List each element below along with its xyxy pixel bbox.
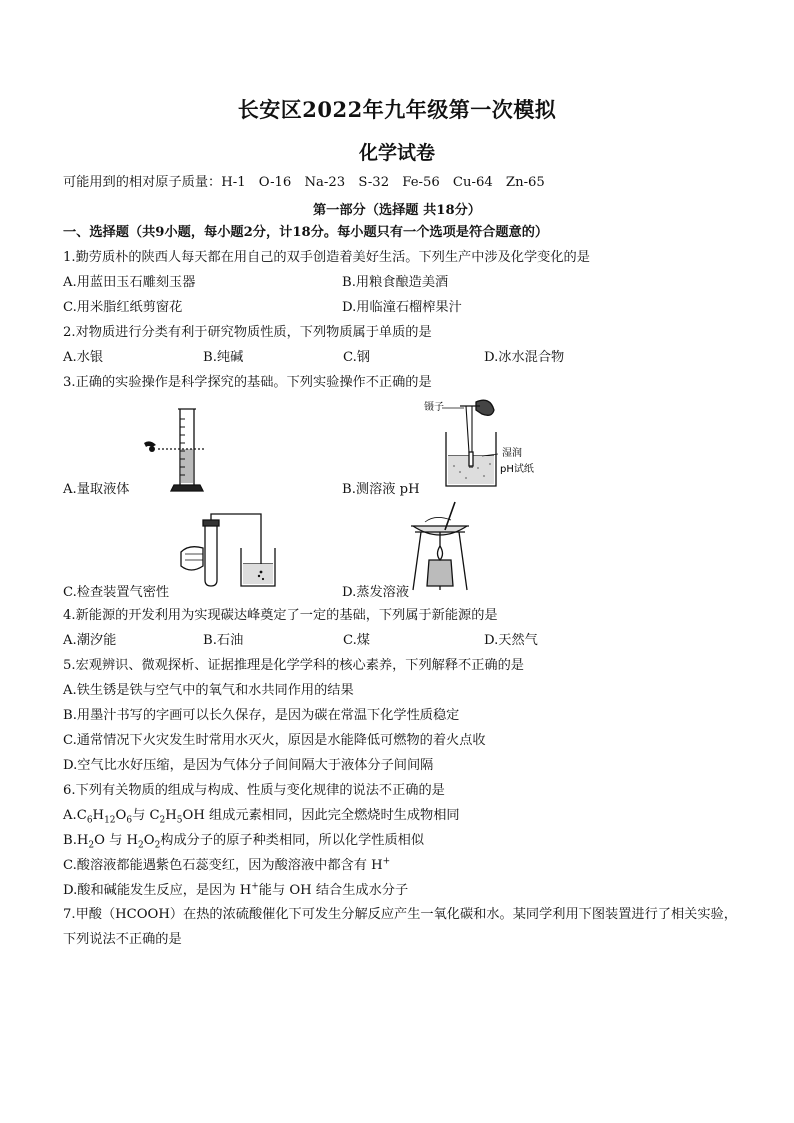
moist-label: 湿润 bbox=[502, 448, 522, 459]
q1-option-d: D.用临潼石榴榨果汁 bbox=[342, 300, 462, 315]
ph-paper-label: pH试纸 bbox=[500, 464, 534, 475]
q2-option-a: A.水银 bbox=[63, 350, 104, 365]
q4-option-d: D.天然气 bbox=[484, 633, 538, 648]
q6-stem: 6.下列有关物质的组成与构成、性质与变化规律的说法不正确的是 bbox=[63, 783, 445, 798]
q6-option-c: C.酸溶液都能遇紫色石蕊变红，因为酸溶液中都含有 H+ bbox=[63, 856, 391, 873]
q1-option-a: A.用蓝田玉石雕刻玉器 bbox=[63, 275, 196, 290]
q5-option-a: A.铁生锈是铁与空气中的氧气和水共同作用的结果 bbox=[63, 683, 354, 698]
q4-option-b: B.石油 bbox=[203, 633, 244, 648]
q6-option-d: D.酸和碱能发生反应，是因为 H+能与 OH 结合生成水分子 bbox=[63, 881, 409, 898]
exam-title: 长安区2022年九年级第一次模拟 bbox=[237, 97, 557, 122]
q4-stem: 4.新能源的开发利用为实现碳达峰奠定了一定的基础，下列属于新能源的是 bbox=[63, 608, 498, 623]
q1-stem: 1.勤劳质朴的陕西人每天都在用自己的双手创造着美好生活。下列生产中涉及化学变化的是 bbox=[63, 250, 590, 265]
airtightness-figure bbox=[175, 508, 285, 590]
exam-subtitle: 化学试卷 bbox=[358, 142, 435, 164]
q2-stem: 2.对物质进行分类有利于研究物质性质，下列物质属于单质的是 bbox=[63, 325, 432, 340]
q7-stem: 7.甲酸（HCOOH）在热的浓硫酸催化下可发生分解反应产生一氧化碳和水。某同学利用下图装置进行了相关实验，下列说法不正确的是 bbox=[63, 907, 737, 947]
q6-option-a: $A.C_6H_{12}O_6$与 $C_2H_5OH$ 组成元素相同，因此完全燃烧时生成物相同 bbox=[63, 808, 460, 826]
q2-option-d: D.冰水混合物 bbox=[484, 350, 565, 365]
evaporation-figure bbox=[405, 500, 475, 594]
q5-stem: 5.宏观辨识、微观探析、证据推理是化学学科的核心素养，下列解释不正确的是 bbox=[63, 658, 524, 673]
q2-option-c: C.钢 bbox=[343, 350, 370, 365]
atomic-masses: 可能用到的相对原子质量：H-1 O-16 Na-23 S-32 Fe-56 Cu-64 Zn-65 bbox=[63, 175, 545, 190]
q4-option-c: C.煤 bbox=[343, 633, 370, 648]
q1-option-c: C.用米脂红纸剪窗花 bbox=[63, 300, 183, 315]
q6-option-b: $B.H_2O$ 与 $H_2O_2$构成分子的原子种类相同，所以化学性质相似 bbox=[63, 833, 425, 851]
q3-option-c: C.检查装置气密性 bbox=[63, 585, 170, 600]
q3-option-a: A.量取液体 bbox=[63, 482, 130, 497]
part1-heading: 第一部分（选择题 共18分） bbox=[312, 203, 481, 218]
q3-stem: 3.正确的实验操作是科学探究的基础。下列实验操作不正确的是 bbox=[63, 375, 432, 390]
q1-option-b: B.用粮食酿造美酒 bbox=[342, 275, 449, 290]
q4-option-a: A.潮汐能 bbox=[63, 633, 117, 648]
q5-option-d: D.空气比水好压缩，是因为气体分子间间隔大于液体分子间间隔 bbox=[63, 758, 434, 773]
tweezers-label: 镊子 bbox=[424, 402, 444, 413]
section-heading: 一、选择题（共9小题，每小题2分，计18分。每小题只有一个选项是符合题意的） bbox=[63, 225, 549, 240]
graduated-cylinder-figure bbox=[140, 405, 220, 495]
q5-option-b: B.用墨汁书写的字画可以长久保存，是因为碳在常温下化学性质稳定 bbox=[63, 708, 460, 723]
q5-option-c: C.通常情况下火灾发生时常用水灭火，原因是水能降低可燃物的着火点收 bbox=[63, 733, 486, 748]
ph-test-figure bbox=[420, 396, 550, 492]
q2-option-b: B.纯碱 bbox=[203, 350, 244, 365]
q3-option-b: B.测溶液 pH bbox=[342, 482, 420, 497]
q3-option-d: D.蒸发溶液 bbox=[342, 585, 410, 600]
